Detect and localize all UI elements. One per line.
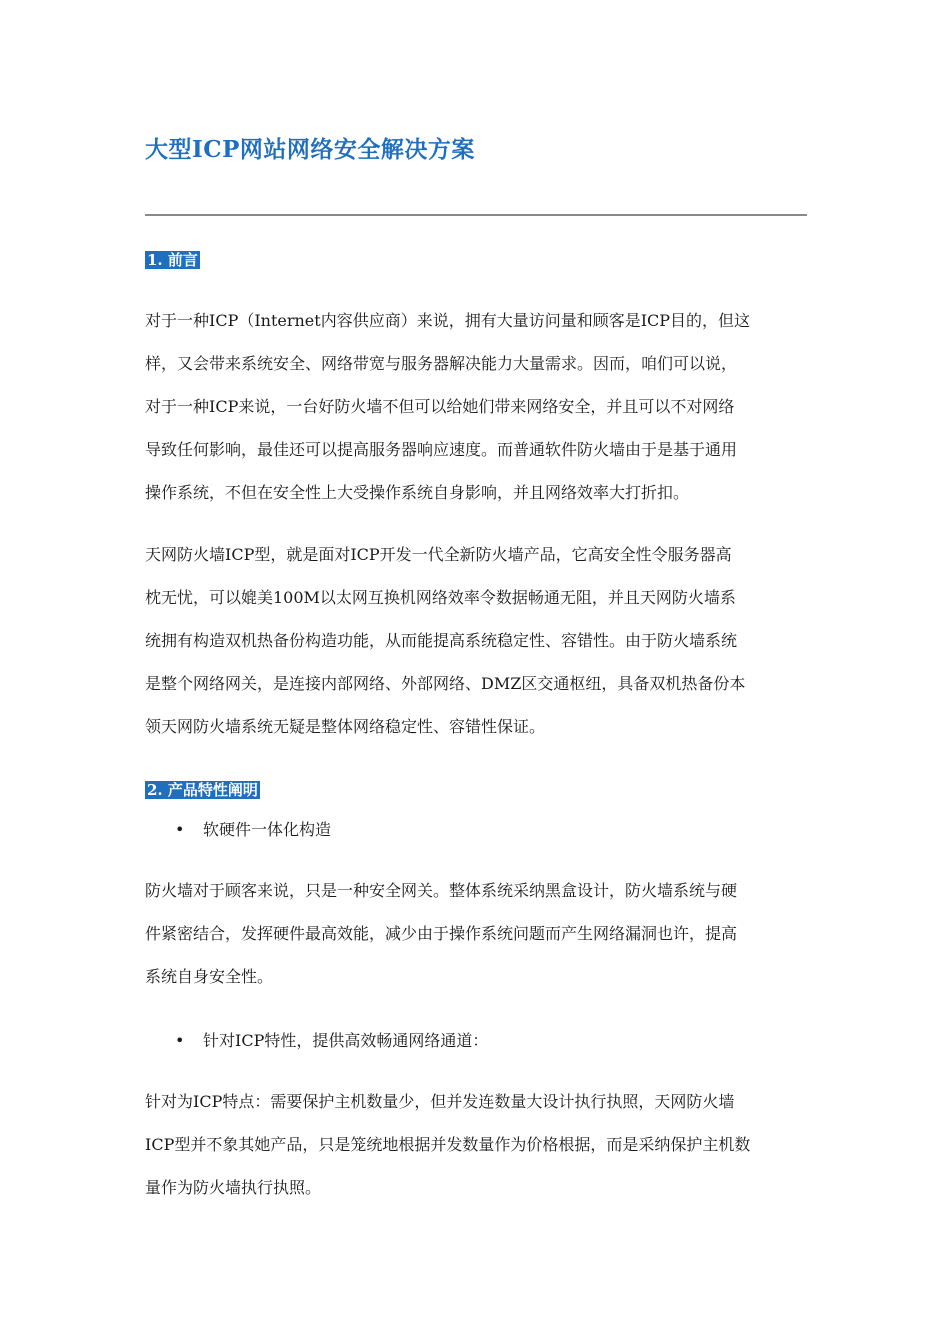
title-divider	[145, 214, 807, 216]
bullet-dot-icon: •	[175, 820, 185, 839]
text-line: 枕无忧，可以媲美100M以太网互换机网络效率令数据畅通无阻，并且天网防火墙系	[145, 588, 736, 607]
text-line: 对于一种ICP（Internet内容供应商）来说，拥有大量访问量和顾客是ICP目的，但这	[145, 311, 751, 330]
text-line: 领天网防火墙系统无疑是整体网络稳定性、容错性保证。	[145, 717, 546, 736]
text-line: 是整个网络网关，是连接内部网络、外部网络、DMZ区交通枢纽，具备双机热备份本	[145, 674, 746, 693]
text-line: 天网防火墙ICP型，就是面对ICP开发一代全新防火墙产品，它高安全性令服务器高	[145, 545, 732, 564]
preface-paragraph-2	[145, 533, 807, 748]
bullet-dot-icon: •	[175, 1031, 185, 1050]
text-line: ICP型并不象其她产品，只是笼统地根据并发数量作为价格根据，而是采纳保护主机数	[145, 1135, 751, 1154]
bullet-item	[175, 1031, 488, 1051]
preface-paragraph-1	[145, 299, 807, 514]
bullet-item	[175, 820, 331, 840]
text-line: 导致任何影响，最佳还可以提高服务器响应速度。而普通软件防火墙由于是基于通用	[145, 440, 738, 459]
text-line: 量作为防火墙执行执照。	[145, 1178, 322, 1197]
text-line: 针对为ICP特点：需要保护主机数量少，但并发连数量大设计执行执照，天网防火墙	[145, 1092, 735, 1111]
features-paragraph-2	[145, 1080, 807, 1209]
text-line: 对于一种ICP来说，一台好防火墙不但可以给她们带来网络安全，并且可以不对网络	[145, 397, 735, 416]
text-line: 防火墙对于顾客来说，只是一种安全网关。整体系统采纳黑盒设计，防火墙系统与硬	[145, 881, 738, 900]
text-line: 系统自身安全性。	[145, 967, 274, 986]
bullet-text: 针对ICP特性，提供高效畅通网络通道：	[203, 1031, 489, 1050]
text-line: 样，又会带来系统安全、网络带宽与服务器解决能力大量需求。因而，咱们可以说，	[145, 354, 738, 373]
bullet-text: 软硬件一体化构造	[203, 820, 332, 839]
document-title: 大型ICP网站网络安全解决方案	[145, 136, 475, 163]
section-heading-preface: 1. 前言	[147, 251, 198, 269]
section-heading-features: 2. 产品特性阐明	[147, 781, 258, 799]
features-paragraph-1	[145, 869, 807, 998]
text-line: 统拥有构造双机热备份构造功能，从而能提高系统稳定性、容错性。由于防火墙系统	[145, 631, 738, 650]
text-line: 件紧密结合，发挥硬件最高效能，减少由于操作系统问题而产生网络漏洞也许，提高	[145, 924, 738, 943]
text-line: 操作系统，不但在安全性上大受操作系统自身影响，并且网络效率大打折扣。	[145, 483, 690, 502]
